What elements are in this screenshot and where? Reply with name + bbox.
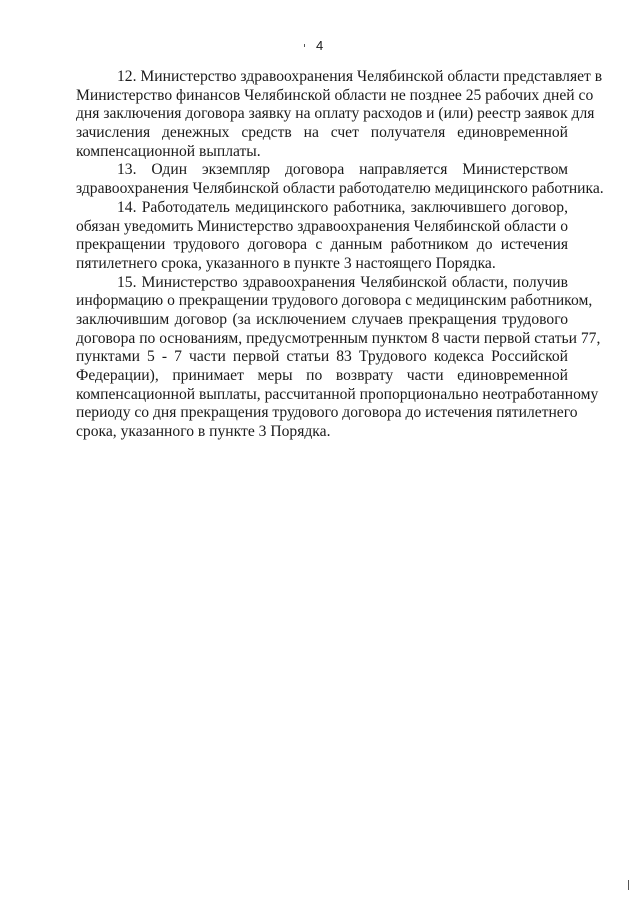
- text-line: срока, указанного в пункте 3 Порядка.: [76, 423, 331, 441]
- text-line: периоду со дня прекращения трудового договора до истечения пятилетнего: [76, 404, 578, 422]
- scan-speck: [304, 44, 305, 47]
- text-line: пунктами 5 - 7 части первой статьи 83 Трудового кодекса Российской: [76, 348, 568, 366]
- text-line: здравоохранения Челябинской области работодателю медицинского работника.: [76, 180, 604, 198]
- text-line: обязан уведомить Министерство здравоохранения Челябинской области о: [76, 217, 568, 235]
- text-line: Министерство финансов Челябинской области не позднее 25 рабочих дней со: [76, 86, 594, 104]
- paragraph: [76, 199, 568, 274]
- text-line: пятилетнего срока, указанного в пункте 3 настоящего Порядка.: [76, 254, 496, 272]
- scan-speck: [628, 880, 629, 890]
- paragraph: [76, 161, 604, 198]
- text-line: заключившим договор (за исключением случаев прекращения трудового: [76, 310, 568, 328]
- page-number: 4: [316, 38, 324, 53]
- text-line: 14. Работодатель медицинского работника, заключившего договор,: [117, 198, 568, 216]
- text-line: дня заключения договора заявку на оплату расходов и (или) реестр заявок для: [76, 105, 595, 123]
- paragraph: [76, 273, 601, 442]
- text-line: договора по основаниям, предусмотренным пунктом 8 части первой статьи 77,: [76, 329, 601, 347]
- text-line: 12. Министерство здравоохранения Челябинской области представляет в: [117, 68, 603, 85]
- paragraph: [76, 68, 603, 161]
- text-line: прекращении трудового договора с данным работником до истечения: [76, 236, 568, 254]
- document-body: [76, 68, 604, 442]
- text-line: 15. Министерство здравоохранения Челябинской области, получив: [117, 273, 568, 291]
- text-line: Федерации), принимает меры по возврату части единовременной: [76, 367, 568, 384]
- text-line: компенсационной выплаты, рассчитанной пропорционально неотработанному: [76, 385, 599, 403]
- text-line: информацию о прекращении трудового договора с медицинским работником,: [76, 292, 593, 310]
- text-line: 13. Один экземпляр договора направляется Министерством: [117, 161, 568, 179]
- text-line: зачисления денежных средств на счет получателя единовременной: [76, 124, 568, 142]
- text-line: компенсационной выплаты.: [76, 142, 261, 160]
